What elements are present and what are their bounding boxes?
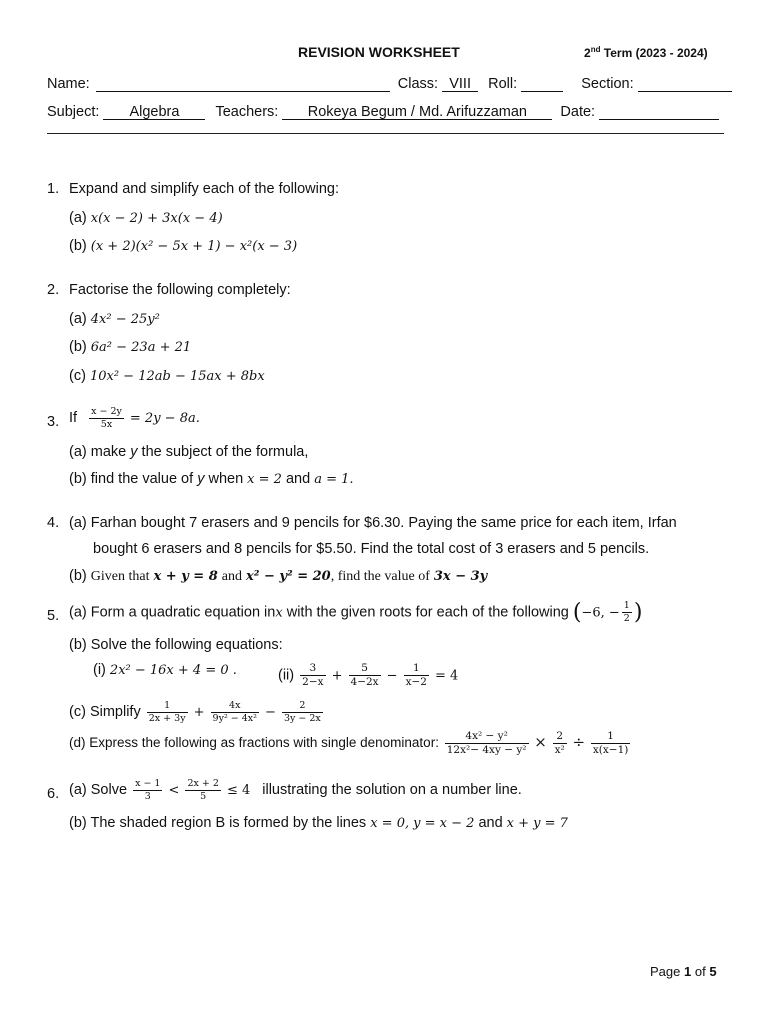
q5-part-b xyxy=(69,637,283,653)
q1-part-a xyxy=(69,210,223,226)
term-years: Term (2023 - 2024) xyxy=(600,46,708,60)
q5a-open-paren: ( xyxy=(572,600,582,625)
teachers-label: Teachers: xyxy=(215,104,279,120)
q5bii-op2: − xyxy=(386,668,398,684)
q1-number: 1. xyxy=(47,181,60,197)
q2c-label: (c) xyxy=(69,368,86,384)
q5d-f1-denominator: 12x²− 4xy − y² xyxy=(446,744,527,757)
q5c-fraction-3 xyxy=(282,700,323,725)
q6b-and: and xyxy=(478,815,503,831)
q5bii-label: (ii) xyxy=(278,667,295,684)
q6a-f2-denominator: 5 xyxy=(185,790,220,803)
q3a-label: (a) xyxy=(69,444,87,460)
class-label: Class: xyxy=(397,76,439,92)
name-field[interactable] xyxy=(96,76,390,92)
q3-if: If xyxy=(69,410,78,427)
q6b-text1: The shaded region B is formed by the lines xyxy=(90,815,367,831)
q5b-equation-i xyxy=(93,662,237,678)
date-field[interactable] xyxy=(599,104,719,120)
q3-fraction xyxy=(89,406,124,431)
q5c-op2: − xyxy=(265,705,276,721)
q5bii-f2-denominator: 4−2x xyxy=(350,676,379,689)
q5c-f2-numerator: 4x xyxy=(229,700,241,711)
q3a-text1: make xyxy=(90,444,127,460)
q6a-le-four: ≤ 4 xyxy=(226,783,251,799)
q6a-fraction-2 xyxy=(185,778,220,803)
worksheet-title: REVISION WORKSHEET xyxy=(298,44,460,60)
q1-part-b xyxy=(69,238,297,254)
q5bii-f2-numerator: 5 xyxy=(361,662,368,674)
q5-number: 5. xyxy=(47,608,60,624)
q3b-text1: find the value of xyxy=(90,471,194,487)
q4b-given: Given that xyxy=(90,569,150,584)
q2-part-c xyxy=(69,368,265,384)
q5d-f2-denominator: x² xyxy=(554,744,565,757)
subject-info-row xyxy=(47,104,719,120)
q6b-line-3: x + y = 7 xyxy=(506,816,568,831)
q5d-fraction-3 xyxy=(591,730,631,757)
q6a-fraction-1 xyxy=(133,778,162,803)
q3-rhs: = 2y − 8a. xyxy=(129,411,200,427)
q3-part-b xyxy=(69,471,354,487)
q3-part-a xyxy=(69,444,308,460)
q1a-expression: x(x − 2) + 3x(x − 4) xyxy=(90,211,223,226)
q5a-root-fraction xyxy=(622,600,632,625)
q5d-text: Express the following as fractions with single denominator: xyxy=(89,735,439,751)
q3b-var: y xyxy=(197,471,205,487)
q2b-label: (b) xyxy=(69,339,87,355)
q5-part-d xyxy=(69,730,632,757)
q6b-line-1: x = 0, xyxy=(370,816,410,831)
q5a-root-numerator: 1 xyxy=(623,600,630,612)
page-number xyxy=(650,964,717,979)
q5c-label: (c) xyxy=(69,704,86,721)
section-field[interactable] xyxy=(638,76,732,92)
term-ordinal-suffix: nd xyxy=(590,45,601,54)
q5d-f1-numerator: 4x² − y² xyxy=(465,730,508,742)
q5a-root-denominator: 2 xyxy=(623,613,630,624)
q5c-f3-numerator: 2 xyxy=(299,700,306,711)
q3b-text2: when xyxy=(208,471,244,487)
q5bii-fraction-3 xyxy=(404,662,429,689)
q4b-equation-1: x + y = 8 xyxy=(153,569,218,584)
q2c-expression: 10x² − 12ab − 15ax + 8bx xyxy=(89,369,265,384)
q3b-condition-a: a = 1. xyxy=(314,472,354,487)
q5d-fraction-1 xyxy=(445,730,529,757)
q4b-expression: 3x − 3y xyxy=(433,569,488,584)
q4b-label: (b) xyxy=(69,568,87,584)
q5bii-f1-numerator: 3 xyxy=(309,662,317,674)
q1b-label: (b) xyxy=(69,238,87,254)
q5c-f1-numerator: 1 xyxy=(164,700,171,711)
q6a-f2-numerator: 2x + 2 xyxy=(187,778,219,789)
name-label: Name: xyxy=(47,76,90,92)
q2a-expression: 4x² − 25y² xyxy=(90,312,160,327)
q3-equation xyxy=(69,406,200,431)
q5d-fraction-2 xyxy=(553,730,567,757)
q5c-f1-denominator: 2x + 3y xyxy=(148,712,186,724)
roll-label: Roll: xyxy=(488,76,518,92)
q2-part-b xyxy=(69,339,191,355)
q5c-fraction-1 xyxy=(147,700,188,725)
q6a-f1-numerator: x − 1 xyxy=(135,778,161,789)
q3-number: 3. xyxy=(47,414,60,430)
q3b-and: and xyxy=(285,471,311,487)
q5d-f2-numerator: 2 xyxy=(556,730,564,742)
q6a-text2: illustrating the solution on a number line. xyxy=(262,782,522,799)
q5d-f3-denominator: x(x−1) xyxy=(592,744,629,757)
q4-part-b xyxy=(69,568,487,585)
q1-text: Expand and simplify each of the following: xyxy=(69,181,340,197)
term-label xyxy=(584,45,708,60)
q5c-f3-denominator: 3y − 2x xyxy=(283,712,321,724)
date-label: Date: xyxy=(560,104,596,120)
q4b-find: , find the value of xyxy=(330,569,430,584)
q5c-fraction-2 xyxy=(211,700,259,725)
q6a-label: (a) xyxy=(69,782,87,799)
q5a-label: (a) xyxy=(69,604,87,621)
q6-number: 6. xyxy=(47,786,60,802)
q5d-op1: × xyxy=(534,733,547,752)
q2-part-a xyxy=(69,311,160,327)
section-label: Section: xyxy=(581,76,634,92)
q5bii-fraction-2 xyxy=(349,662,381,689)
q1b-expression: (x + 2)(x² − 5x + 1) − x²(x − 3) xyxy=(90,239,298,254)
q3b-condition-x: x = 2 xyxy=(247,472,282,487)
q5bi-label: (i) xyxy=(93,662,106,678)
page-of: of xyxy=(694,964,706,979)
page-label: Page xyxy=(650,964,681,979)
q3-fraction-denominator: 5x xyxy=(89,418,124,431)
current-page: 1 xyxy=(684,964,692,979)
q5d-label: (d) xyxy=(69,735,86,751)
q3a-var: y xyxy=(130,444,138,460)
q2a-label: (a) xyxy=(69,311,87,327)
q5-part-a xyxy=(69,600,642,625)
q5a-close-paren: ) xyxy=(633,600,643,625)
q5bi-expression: 2x² − 16x + 4 = 0 . xyxy=(109,663,237,678)
q3b-label: (b) xyxy=(69,471,87,487)
header-divider xyxy=(47,133,724,134)
q5c-op1: + xyxy=(193,705,205,721)
q5bii-f3-denominator: x−2 xyxy=(405,676,427,689)
q5b-text: Solve the following equations: xyxy=(90,637,283,653)
subject-label: Subject: xyxy=(47,104,100,120)
subject-field[interactable]: Algebra xyxy=(103,104,205,120)
q6b-label: (b) xyxy=(69,815,87,831)
term-ordinal: 2 xyxy=(584,46,591,60)
q4-part-a xyxy=(69,515,677,531)
q5b-equation-ii xyxy=(278,662,458,689)
q3a-text2: the subject of the formula, xyxy=(141,444,309,460)
q6a-less-than: < xyxy=(168,783,180,799)
q5bii-f1-denominator: 2−x xyxy=(302,676,324,689)
q4b-equation-2: x² − y² = 20 xyxy=(246,569,331,584)
q5-part-c xyxy=(69,700,325,725)
q5bii-rhs: = 4 xyxy=(435,668,459,684)
q5c-text: Simplify xyxy=(89,704,141,721)
teachers-field[interactable]: Rokeya Begum / Md. Arifuzzaman xyxy=(282,104,552,120)
q2b-expression: 6a² − 23a + 21 xyxy=(90,340,192,355)
q5a-text1: Form a quadratic equation in xyxy=(90,604,276,621)
q4a-label: (a) xyxy=(69,515,87,531)
q6a-f1-denominator: 3 xyxy=(133,790,162,803)
q4a-line1: Farhan bought 7 erasers and 9 pencils for $6.30. Paying the same price for each item, Irfan xyxy=(90,515,677,531)
q5d-f3-numerator: 1 xyxy=(607,730,614,742)
q4b-and: and xyxy=(221,569,243,584)
q5b-label: (b) xyxy=(69,637,87,653)
q4-number: 4. xyxy=(47,515,60,531)
q6-part-a xyxy=(69,778,522,803)
q5bii-op1: + xyxy=(331,668,343,684)
roll-field[interactable] xyxy=(521,76,563,92)
q2-text: Factorise the following completely: xyxy=(69,282,291,298)
q4a-line2: bought 6 erasers and 8 pencils for $5.50. Find the total cost of 3 erasers and 5 pencils. xyxy=(93,541,650,557)
q1a-label: (a) xyxy=(69,210,87,226)
q6b-line-2: y = x − 2 xyxy=(413,816,475,831)
student-info-row xyxy=(47,76,732,92)
q5d-op2: ÷ xyxy=(572,733,586,752)
q6a-text1: Solve xyxy=(90,782,128,799)
q5a-root1: −6, − xyxy=(581,605,620,621)
q6-part-b xyxy=(69,815,568,831)
class-field[interactable]: VIII xyxy=(442,76,478,92)
q3-fraction-numerator: x − 2y xyxy=(91,406,122,417)
q5c-f2-denominator: 9y² − 4x² xyxy=(212,712,257,724)
q2-number: 2. xyxy=(47,282,60,298)
q5bii-fraction-1 xyxy=(300,662,325,689)
q5a-var: x xyxy=(275,605,283,621)
total-pages: 5 xyxy=(709,964,717,979)
q5a-text2: with the given roots for each of the following xyxy=(286,604,569,621)
q5bii-f3-numerator: 1 xyxy=(412,662,420,674)
